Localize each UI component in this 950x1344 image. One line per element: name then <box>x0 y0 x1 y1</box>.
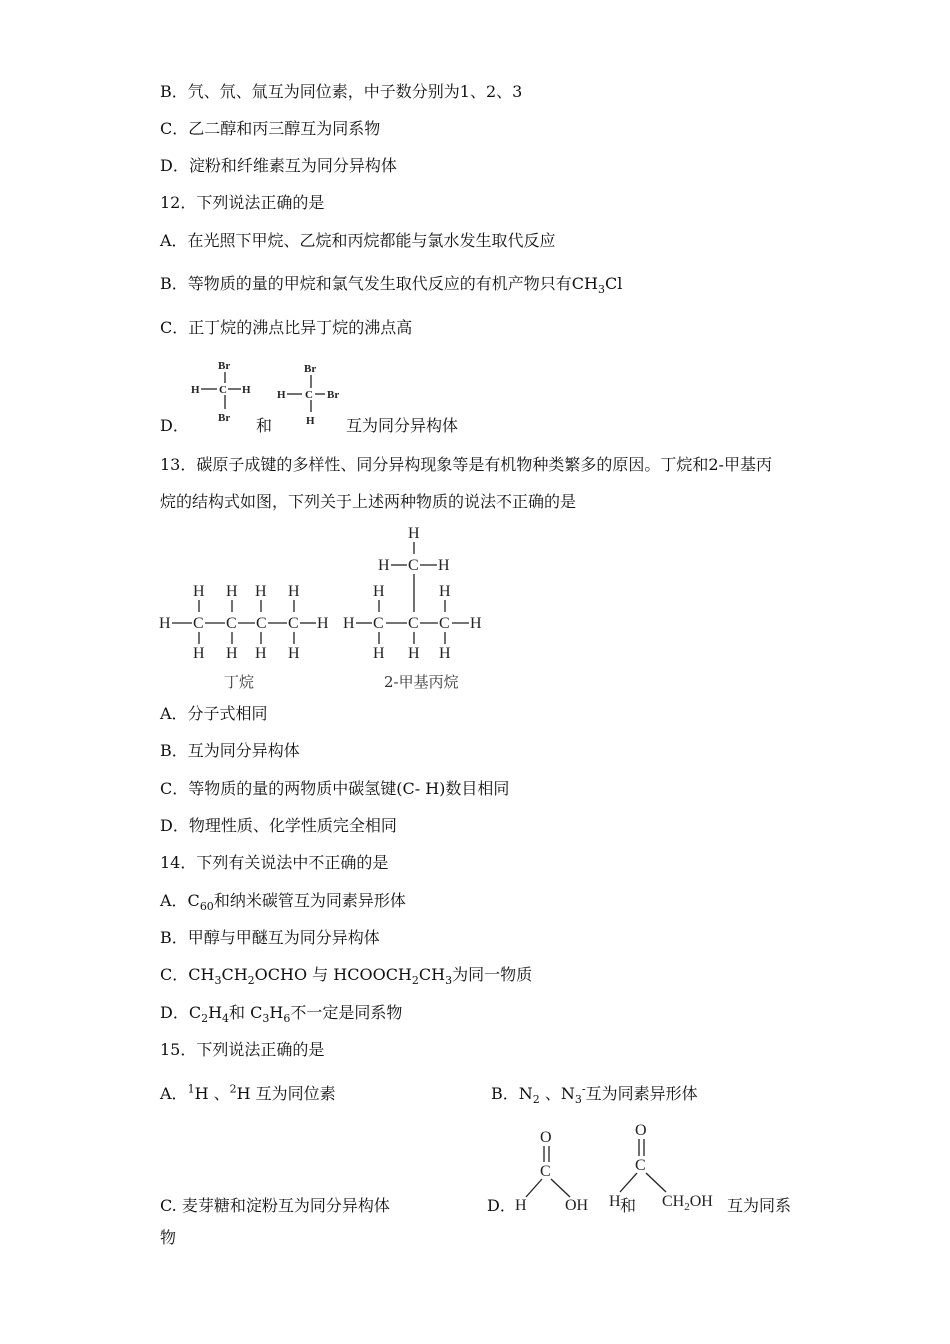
q15-option-b: B．$N_2$ 、$N_3^-$互为同素异形体 <box>491 1082 698 1107</box>
svg-text:H: H <box>470 615 482 632</box>
q12-option-a: A．在光照下甲烷、乙烷和丙烷都能与氯水发生取代反应 <box>160 231 556 250</box>
svg-text:C: C <box>193 615 204 632</box>
q12-option-d-and: 和 <box>256 416 273 435</box>
svg-text:C: C <box>373 615 384 632</box>
formula-ch3cl: $CH_3Cl$ <box>571 274 623 297</box>
q14-option-a: A．$C_{60}$和纳米碳管互为同素异形体 <box>160 891 406 914</box>
q13-option-d: D．物理性质、化学性质完全相同 <box>160 816 397 835</box>
q14-option-c: C．$CH_3CH_2OCHO$ 与 $HCOOCH_2CH_3$为同一物质 <box>160 965 533 988</box>
svg-text:H: H <box>373 583 385 600</box>
svg-text:H: H <box>373 645 385 662</box>
svg-text:H: H <box>378 557 390 574</box>
q14-option-d: D．$C_2H_4$和 $C_3H_6$不一定是同系物 <box>160 1003 403 1026</box>
q13-stem-line2: 烷的结构式如图，下列关于上述两种物质的说法不正确的是 <box>160 492 577 511</box>
q11-option-b: B．氕、氘、氚互为同位素，中子数分别为1、2、3 <box>160 82 523 101</box>
svg-text:C: C <box>408 557 419 574</box>
formic-acid-structure <box>510 1122 620 1217</box>
q12-option-b: B．等物质的量的甲烷和氯气发生取代反应的有机产物只有$CH_3Cl$ <box>160 274 623 297</box>
q12-option-d-suffix: 互为同分异构体 <box>346 416 459 435</box>
svg-text:CH2OH: $CH_2OH$ <box>662 1193 713 1211</box>
svg-text:H: H <box>191 384 200 396</box>
svg-text:C: C <box>305 389 313 401</box>
svg-text:H: H <box>255 645 267 662</box>
svg-text:C: C <box>256 615 267 632</box>
q14-stem: 14．下列有关说法中不正确的是 <box>160 853 389 872</box>
q15-option-d-wrap: 物 <box>160 1228 177 1247</box>
q13-stem-line1: 13．碳原子成键的多样性、同分异构现象等是有机物种类繁多的原因。丁烷和2-甲基丙 <box>160 455 772 474</box>
q13-option-a: A．分子式相同 <box>160 704 268 723</box>
svg-text:C: C <box>288 615 299 632</box>
svg-text:H: H <box>288 583 300 600</box>
svg-text:H: H <box>193 645 205 662</box>
svg-text:C: C <box>226 615 237 632</box>
q15-option-d-suffix: 互为同系 <box>727 1196 792 1215</box>
q12-option-c: C．正丁烷的沸点比异丁烷的沸点高 <box>160 318 413 337</box>
svg-text:O: O <box>540 1129 552 1146</box>
svg-text:OH: OH <box>565 1197 589 1214</box>
svg-text:Br: Br <box>218 412 231 424</box>
isobutane-structural-formula <box>340 520 490 670</box>
svg-text:H: H <box>408 525 420 542</box>
svg-text:Br: Br <box>218 360 231 372</box>
label-butane: 丁烷 <box>224 673 255 691</box>
svg-text:H: H <box>439 645 451 662</box>
q15-option-c: C. 麦芽糖和淀粉互为同分异构体 <box>160 1196 390 1215</box>
svg-text:H: H <box>438 557 450 574</box>
svg-text:Br: Br <box>304 363 317 375</box>
svg-text:H: H <box>609 1193 621 1210</box>
svg-text:Br: Br <box>327 389 340 401</box>
svg-text:C: C <box>439 615 450 632</box>
svg-text:H: H <box>242 384 251 396</box>
label-isobutane: 2-甲基丙烷 <box>384 673 459 691</box>
svg-text:H: H <box>439 583 451 600</box>
svg-text:H: H <box>408 645 420 662</box>
q12-option-d: D． <box>160 416 189 435</box>
glycolaldehyde-structure <box>606 1116 726 1211</box>
q15-option-a: A．$^1$H 、$^2$H 互为同位素 <box>160 1082 336 1103</box>
q12-stem: 12．下列说法正确的是 <box>160 193 325 212</box>
svg-text:H: H <box>288 645 300 662</box>
q14-option-b: B．甲醇与甲醚互为同分异构体 <box>160 928 380 947</box>
svg-text:H: H <box>193 583 205 600</box>
q11-option-c: C．乙二醇和丙三醇互为同系物 <box>160 119 381 138</box>
svg-text:C: C <box>408 615 419 632</box>
q13-option-c: C．等物质的量的两物质中碳氢键(C- H)数目相同 <box>160 779 510 798</box>
svg-text:C: C <box>219 384 227 396</box>
svg-text:H: H <box>255 583 267 600</box>
dibromomethane-structure-2 <box>272 358 352 428</box>
butane-structural-formula <box>155 578 335 668</box>
q11-option-d: D．淀粉和纤维素互为同分异构体 <box>160 156 397 175</box>
svg-text:H: H <box>277 389 286 401</box>
q13-option-b: B．互为同分异构体 <box>160 741 300 760</box>
svg-text:C: C <box>540 1163 551 1180</box>
svg-text:O: O <box>635 1122 647 1139</box>
q15-option-d-and: 和 <box>620 1196 637 1215</box>
dibromomethane-structure-1 <box>185 358 255 428</box>
svg-text:H: H <box>306 415 315 427</box>
svg-text:H: H <box>317 615 329 632</box>
svg-text:C: C <box>635 1157 646 1174</box>
svg-text:H: H <box>226 645 238 662</box>
q15-option-d-label: D． <box>487 1196 516 1215</box>
svg-text:H: H <box>343 615 355 632</box>
svg-text:H: H <box>159 615 171 632</box>
q15-stem: 15．下列说法正确的是 <box>160 1040 325 1059</box>
svg-text:H: H <box>226 583 238 600</box>
svg-text:H: H <box>515 1197 527 1214</box>
